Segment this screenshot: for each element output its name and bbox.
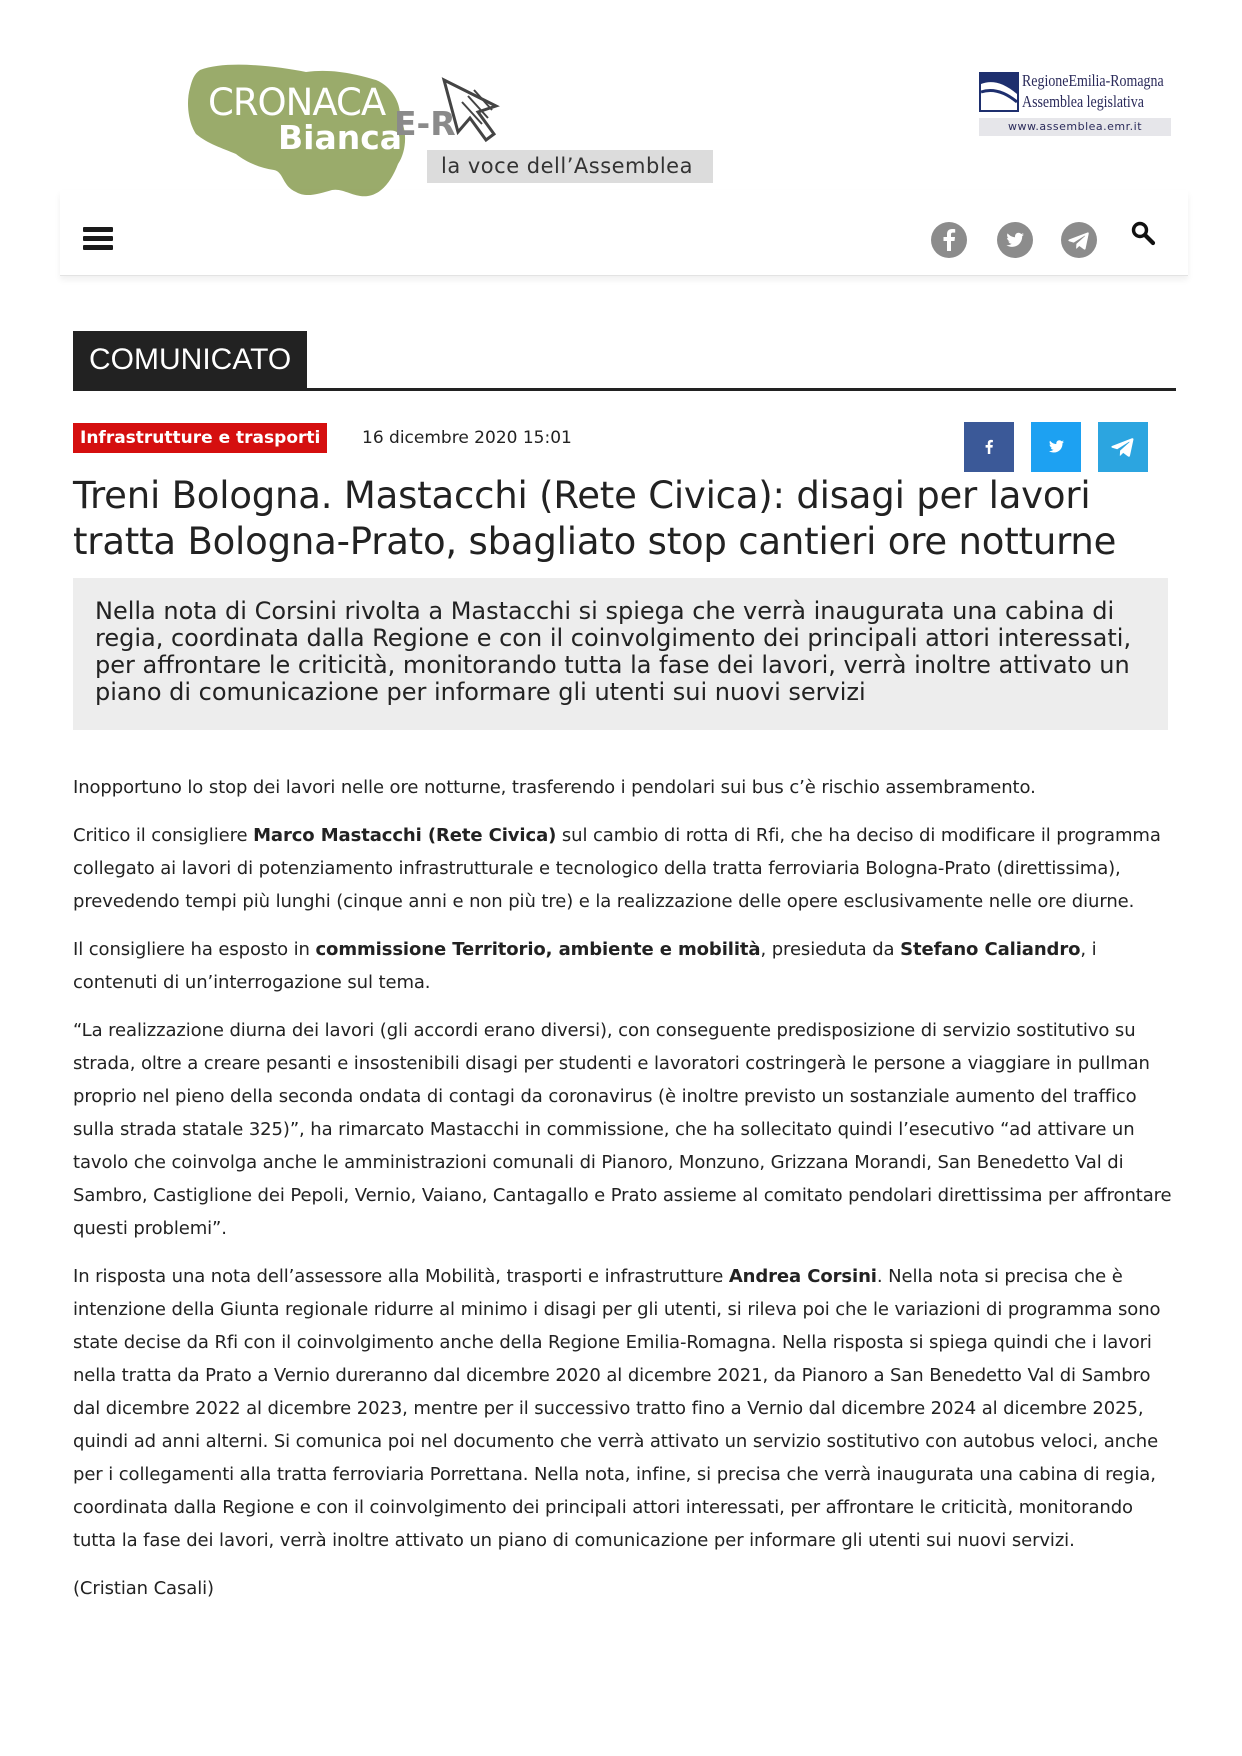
telegram-icon[interactable] <box>1061 222 1097 258</box>
category-tag[interactable]: Infrastrutture e trasporti <box>73 423 327 453</box>
logo-word-cronaca: CRONACA <box>208 81 386 124</box>
facebook-icon[interactable] <box>931 222 967 258</box>
logo-er-suffix: E-R <box>394 104 456 143</box>
assembly-logo-url: www.assemblea.emr.it <box>979 118 1171 136</box>
main-navbar <box>60 190 1188 276</box>
share-telegram-button[interactable] <box>1098 422 1148 472</box>
publish-date: 16 dicembre 2020 15:01 <box>362 428 572 448</box>
article-title: Treni Bologna. Mastacchi (Rete Civica): disagi per lavori tratta Bologna-Prato, sbagliato stop cantieri ore notturne <box>73 474 1117 563</box>
logo-word-bianca: Bianca <box>278 118 403 157</box>
article-abstract: Nella nota di Corsini rivolta a Mastacchi si spiega che verrà inaugurata una cabina di regia, coordinata dalla Regione e con il coinvolgimento dei principali attori interessati, per affrontare le criticità, monitorando tutta la fase dei lavori, verrà inoltre attivato un piano di comunicazione per informare gli utenti sui nuovi servizi <box>73 578 1168 730</box>
site-logo[interactable] <box>186 62 716 202</box>
share-facebook-button[interactable] <box>964 422 1014 472</box>
article-author: (Cristian Casali) <box>73 1578 214 1599</box>
logo-tagline: la voce dell’Assemblea <box>427 150 713 183</box>
regione-emblem-icon <box>979 72 1019 112</box>
search-icon[interactable] <box>1130 220 1158 248</box>
article-body <box>73 771 1175 1620</box>
share-twitter-button[interactable] <box>1031 422 1081 472</box>
section-label: COMUNICATO <box>73 331 307 389</box>
assembly-logo-name: RegioneEmilia-Romagna <box>1022 71 1164 90</box>
body-paragraph-3: Il consigliere ha esposto in commissione Territorio, ambiente e mobilità, presieduta da Stefano Caliandro, i contenuti di un’interrogazione sul tema. <box>73 939 1097 993</box>
twitter-icon[interactable] <box>997 222 1033 258</box>
twitter-icon <box>1031 422 1081 472</box>
body-paragraph-2: Critico il consigliere Marco Mastacchi (Rete Civica) sul cambio di rotta di Rfi, che ha deciso di modificare il programma collegato ai lavori di potenziamento infrastrutturale e tecnologico della tratta ferroviaria Bologna-Prato (direttissima), prevedendo tempi più lunghi (cinque anni e non più tre) e la realizzazione delle opere esclusivamente nelle ore diurne. <box>73 825 1161 912</box>
assembly-logo-subtitle: Assemblea legislativa <box>1022 92 1144 111</box>
body-paragraph-1: Inopportuno lo stop dei lavori nelle ore notturne, trasferendo i pendolari sui bus c’è rischio assembramento. <box>73 777 1036 798</box>
telegram-icon <box>1098 422 1148 472</box>
facebook-icon <box>964 422 1014 472</box>
body-paragraph-4: “La realizzazione diurna dei lavori (gli accordi erano diversi), con conseguente predisposizione di servizio sostitutivo su strada, oltre a creare pesanti e insostenibili disagi per studenti e lavoratori costringerà le persone a viaggiare in pullman proprio nel pieno della seconda ondata di contagi da coronavirus (è inoltre previsto un sostanziale aumento del traffico sulla strada statale 325)”, ha rimarcato Mastacchi in commissione, che ha sollecitato quindi l’esecutivo “ad attivare un tavolo che coinvolga anche le amministrazioni comunali di Pianoro, Monzuno, Grizzana Morandi, San Benedetto Val di Sambro, Castiglione dei Pepoli, Vernio, Vaiano, Cantagallo e Prato assieme al comitato pendolari direttissima per affrontare questi problemi”. <box>73 1020 1172 1239</box>
hamburger-menu-icon[interactable] <box>83 227 113 251</box>
section-divider <box>73 388 1176 391</box>
assembly-logo[interactable] <box>979 72 1171 138</box>
body-paragraph-5: In risposta una nota dell’assessore alla Mobilità, trasporti e infrastrutture Andrea Corsini. Nella nota si precisa che è intenzione della Giunta regionale ridurre al minimo i disagi per gli utenti, si rileva poi che le variazioni di programma sono state decise da Rfi con il coinvolgimento anche della Regione Emilia-Romagna. Nella risposta si spiega quindi che i lavori nella tratta da Prato a Vernio dureranno dal dicembre 2020 al dicembre 2021, da Pianoro a San Benedetto Val di Sambro dal dicembre 2022 al dicembre 2023, mentre per il successivo tratto fino a Vernio dal dicembre 2024 al dicembre 2025, quindi ad anni alterni. Si comunica poi nel documento che verrà attivato un servizio sostitutivo con autobus veloci, anche per i collegamenti alla tratta ferroviaria Porrettana. Nella nota, infine, si precisa che verrà inaugurata una cabina di regia, coordinata dalla Regione e con il coinvolgimento dei principali attori interessati, per affrontare le criticità, monitorando tutta la fase dei lavori, verrà inoltre attivato un piano di comunicazione per informare gli utenti sui nuovi servizi. <box>73 1266 1161 1551</box>
